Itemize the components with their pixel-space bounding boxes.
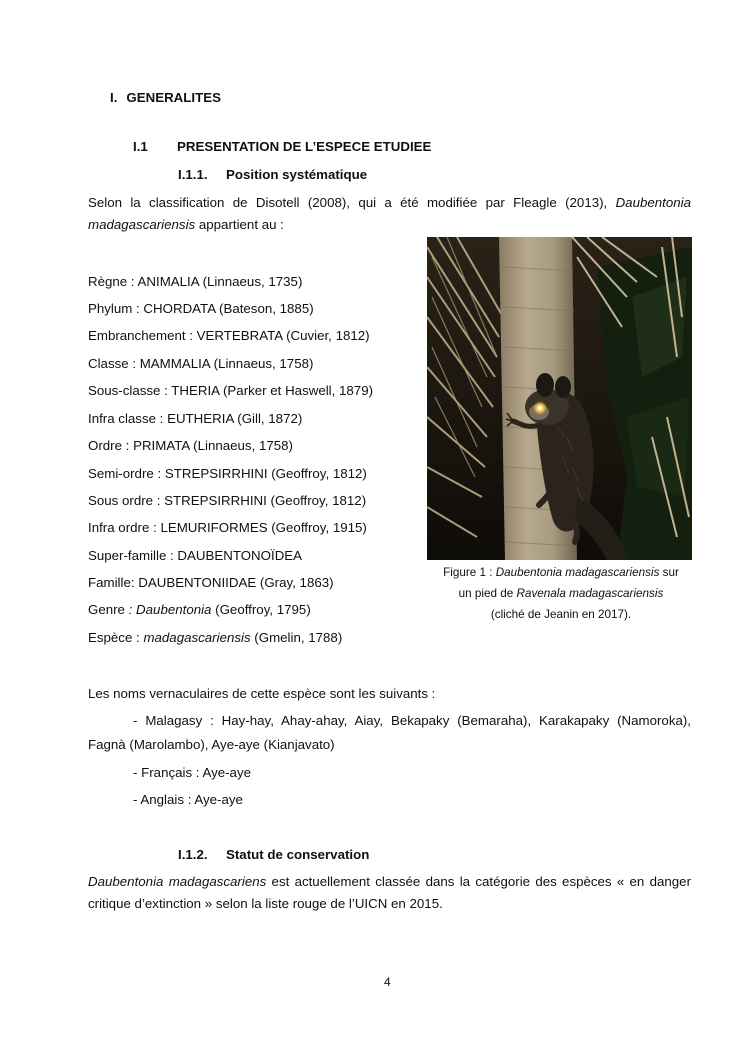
- figure-caption-line-1: Figure 1 : Daubentonia madagascariensis sur: [443, 566, 679, 579]
- taxonomy-line: Embranchement : VERTEBRATA (Cuvier, 1812): [88, 328, 370, 343]
- vernacular-malagasy-line-1: - Malagasy : Hay-hay, Ahay-ahay, Aiay, Bekapaky (Bemaraha), Karakapaky (Namoroka),: [133, 713, 691, 728]
- intro-paragraph: Selon la classification de Disotell (2008), qui a été modifiée par Fleagle (2013), Daubentonia madagascariensis appartient au :: [88, 195, 691, 232]
- aye-aye-photo-illustration: [427, 237, 692, 560]
- taxonomy-line: Infra classe : EUTHERIA (Gill, 1872): [88, 411, 303, 426]
- conservation-paragraph: Daubentonia madagascariens est actuellement classée dans la catégorie des espèces « en danger critique d’extinction » selon la liste rouge de l’UICN en 2015.: [88, 874, 691, 911]
- taxonomy-line: Infra ordre : LEMURIFORMES (Geoffroy, 1915): [88, 520, 367, 535]
- aye-aye-photo: [427, 237, 692, 560]
- taxonomy-line: Classe : MAMMALIA (Linnaeus, 1758): [88, 356, 314, 371]
- vernacular-anglais: - Anglais : Aye-aye: [133, 792, 243, 807]
- vernacular-intro: Les noms vernaculaires de cette espèce sont les suivants :: [88, 686, 436, 701]
- taxonomy-line: Règne : ANIMALIA (Linnaeus, 1735): [88, 274, 303, 289]
- heading-position-systematique: I.1.1. Position systématique: [178, 167, 368, 182]
- vernacular-malagasy-line-2: Fagnà (Marolambo), Aye-aye (Kianjavato): [88, 737, 335, 752]
- taxonomy-line: Super-famille : DAUBENTONOÏDEA: [88, 548, 303, 563]
- figure-caption-line-3: (cliché de Jeanin en 2017).: [490, 608, 632, 621]
- vernacular-francais: - Français : Aye-aye: [133, 765, 251, 780]
- taxonomy-line: Sous-classe : THERIA (Parker et Haswell, 1879): [88, 383, 374, 398]
- taxonomy-line-espece: Espèce : madagascariensis (Gmelin, 1788): [88, 630, 343, 645]
- figure-caption-line-2: un pied de Ravenala madagascariensis: [458, 587, 664, 600]
- heading-presentation: I.1 PRESENTATION DE L’ESPECE ETUDIEE: [133, 139, 432, 154]
- heading-statut-conservation: I.1.2. Statut de conservation: [178, 847, 370, 862]
- taxonomy-line: Ordre : PRIMATA (Linnaeus, 1758): [88, 438, 293, 453]
- taxonomy-line: Famille: DAUBENTONIIDAE (Gray, 1863): [88, 575, 334, 590]
- page-number: 4: [384, 975, 391, 989]
- heading-generalites: I. GENERALITES: [110, 90, 221, 105]
- taxonomy-line-genre: Genre : Daubentonia (Geoffroy, 1795): [88, 602, 311, 617]
- taxonomy-line: Sous ordre : STREPSIRRHINI (Geoffroy, 1812): [88, 493, 367, 508]
- taxonomy-line: Phylum : CHORDATA (Bateson, 1885): [88, 301, 314, 316]
- taxonomy-line: Semi-ordre : STREPSIRRHINI (Geoffroy, 1812): [88, 466, 367, 481]
